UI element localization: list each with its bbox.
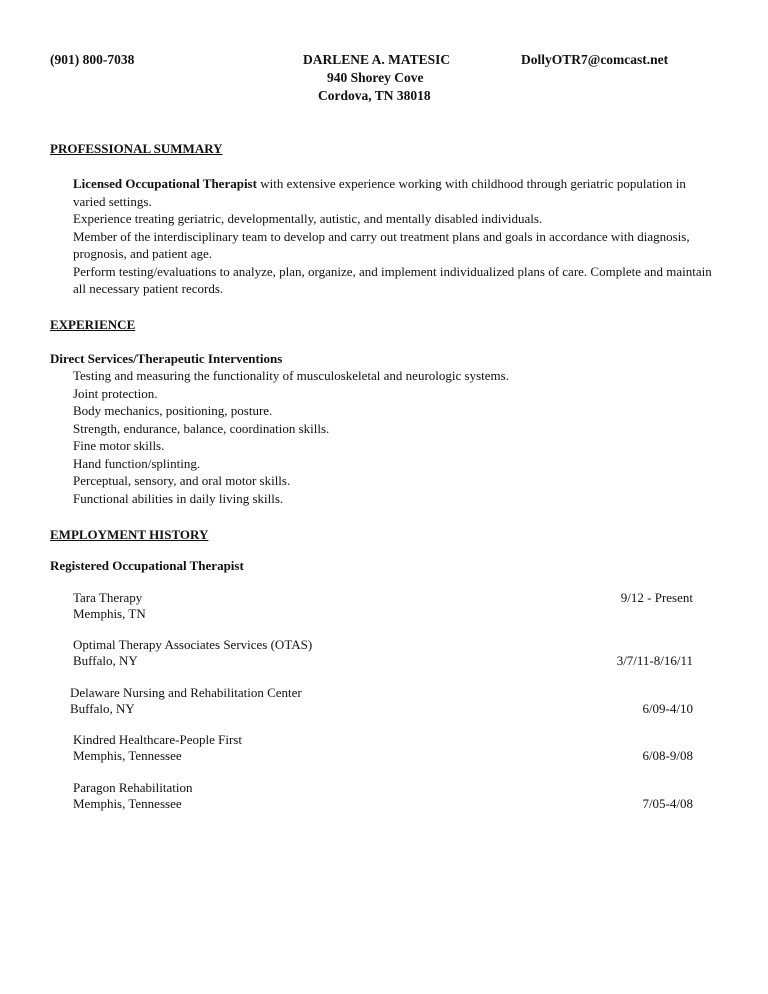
job-entry [73, 589, 693, 621]
street-address: 940 Shorey Cove [327, 70, 424, 85]
summary-lead-rest: with extensive experience working with childhood through geriatric population in varied settings. [73, 176, 686, 209]
summary-line: Perform testing/evaluations to analyze, plan, organize, and implement individualized plans of care. Complete and maintain all necessary patient records. [73, 263, 712, 296]
job-location: Buffalo, NY [73, 653, 138, 668]
job-location: Memphis, Tennessee [73, 748, 182, 763]
job-company: Optimal Therapy Associates Services (OTAS) [73, 637, 313, 652]
job-dates: 9/12 - Present [620, 590, 693, 605]
summary-lead [73, 175, 718, 210]
job-dates: 6/09-4/10 [642, 701, 693, 716]
job-company: Kindred Healthcare-People First [73, 732, 242, 747]
job-dates: 3/7/11-8/16/11 [616, 653, 693, 668]
employment-title: Registered Occupational Therapist [50, 558, 244, 573]
list-item: Fine motor skills. [73, 438, 165, 453]
job-dates: 7/05-4/08 [642, 796, 693, 811]
list-item: Body mechanics, positioning, posture. [73, 403, 273, 418]
list-item: Testing and measuring the functionality of musculoskeletal and neurologic systems. [73, 368, 509, 383]
candidate-name: DARLENE A. MATESIC [303, 52, 451, 67]
job-company: Paragon Rehabilitation [73, 780, 193, 795]
summary-line: Experience treating geriatric, developmentally, autistic, and mentally disabled individuals. [73, 211, 543, 226]
employment-heading: EMPLOYMENT HISTORY [50, 527, 209, 542]
list-item: Hand function/splinting. [73, 455, 201, 471]
job-location: Memphis, Tennessee [73, 796, 182, 811]
job-entry [73, 731, 693, 763]
job-dates: 6/08-9/08 [642, 748, 693, 763]
email-address: DollyOTR7@comcast.net [521, 52, 669, 67]
list-item: Strength, endurance, balance, coordination skills. [73, 420, 330, 436]
phone-number: (901) 800-7038 [50, 52, 135, 67]
summary-heading: PROFESSIONAL SUMMARY [50, 141, 223, 156]
list-item: Joint protection. [73, 385, 158, 401]
summary-line: Member of the interdisciplinary team to develop and carry out treatment plans and goals in accordance with diagnosis, prognosis, and patient age. [73, 228, 690, 261]
summary-body [73, 175, 718, 298]
job-location: Memphis, TN [73, 606, 146, 621]
list-item: Functional abilities in daily living skills. [73, 490, 284, 506]
experience-subheading: Direct Services/Therapeutic Interventions [50, 351, 283, 366]
job-entry [73, 636, 693, 668]
job-entry [73, 779, 693, 811]
summary-lead-bold: Licensed Occupational Therapist [73, 176, 257, 191]
job-company: Tara Therapy [73, 590, 143, 605]
job-location: Buffalo, NY [70, 701, 135, 716]
city-state-zip: Cordova, TN 38018 [318, 88, 431, 103]
experience-heading: EXPERIENCE [50, 317, 136, 332]
list-item: Perceptual, sensory, and oral motor skills. [73, 473, 291, 488]
job-company: Delaware Nursing and Rehabilitation Center [70, 685, 302, 700]
experience-list [73, 367, 509, 507]
job-entry [70, 684, 693, 716]
